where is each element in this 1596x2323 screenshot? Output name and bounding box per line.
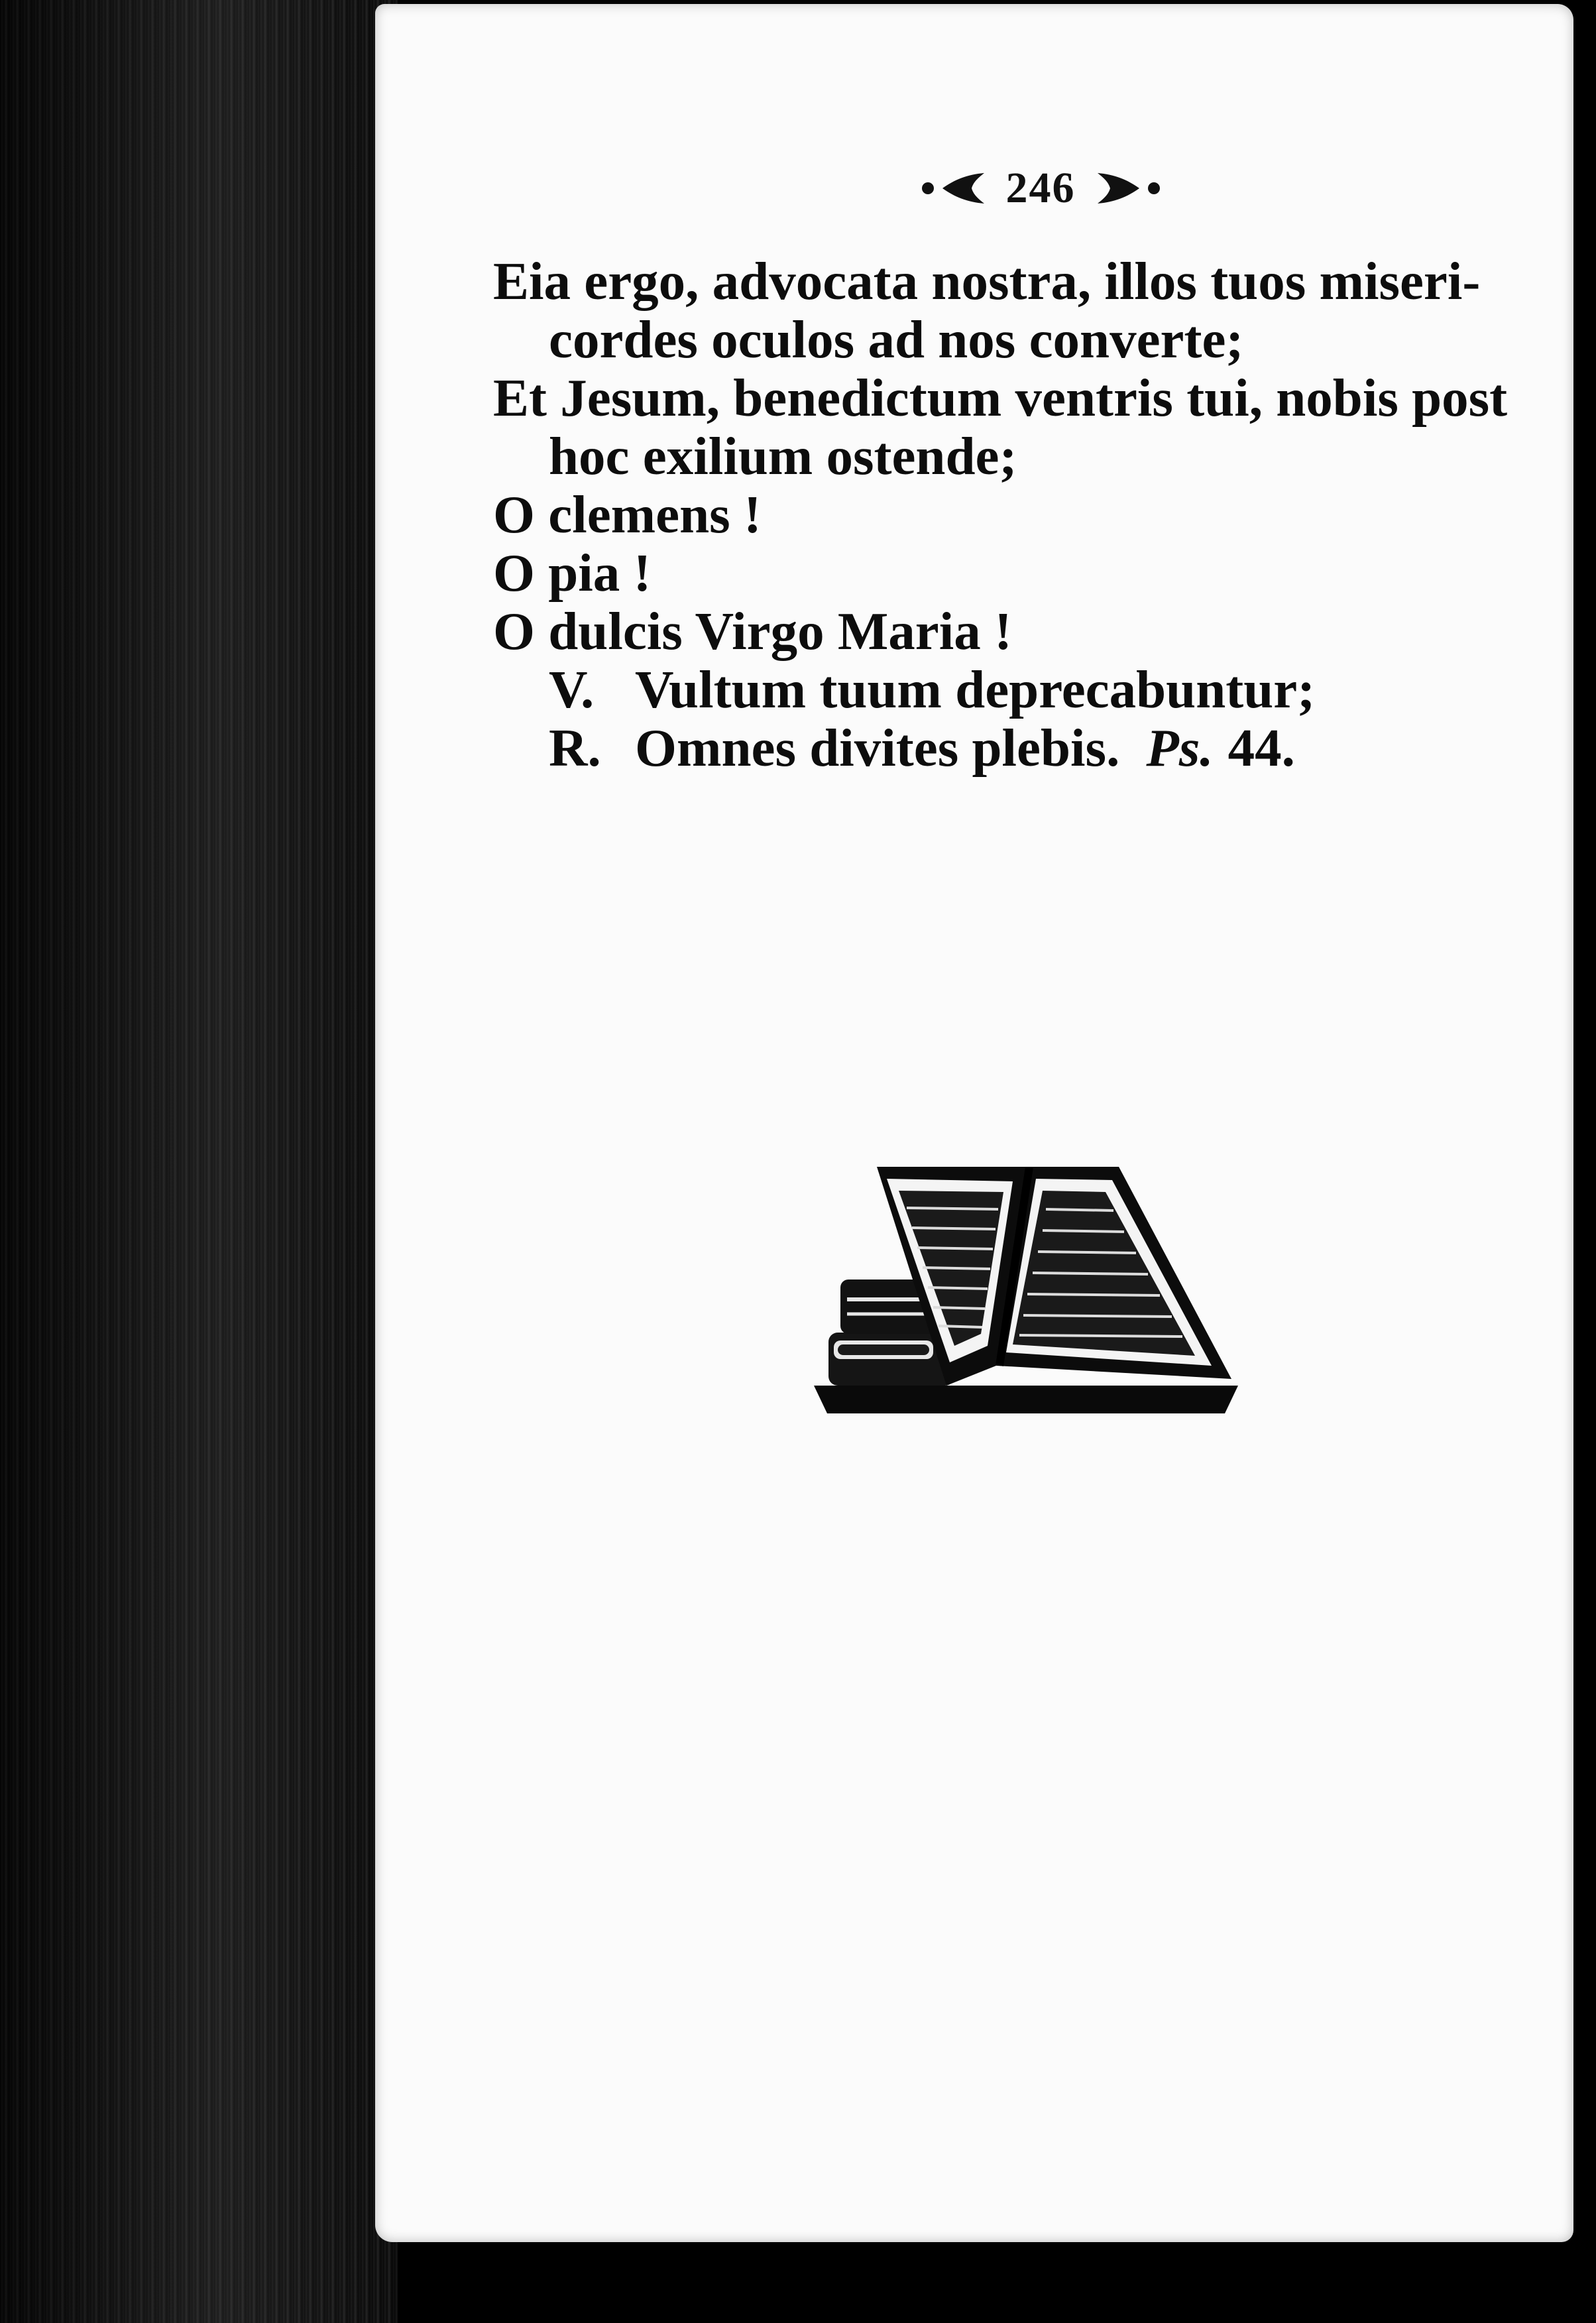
text-line: O clemens !	[493, 485, 762, 544]
open-book-woodcut-icon	[814, 1167, 1238, 1419]
psalm-number: 44.	[1227, 718, 1295, 778]
prayer-text	[493, 252, 1554, 777]
response-text: Omnes divites plebis.	[635, 718, 1120, 778]
text-line: Et Jesum, benedictum ventris tui, nobis post	[493, 368, 1508, 428]
versicle-mark: V.	[549, 660, 595, 719]
ornament-left-icon	[915, 168, 988, 209]
response-mark: R.	[549, 718, 601, 778]
text-line: Eia ergo, advocata nostra, illos tuos miseri-	[493, 251, 1481, 311]
page-header	[888, 158, 1193, 219]
psalm-reference: Ps.	[1146, 718, 1214, 778]
ornament-right-icon	[1094, 168, 1167, 209]
versicle-text: Vultum tuum deprecabuntur;	[635, 660, 1316, 719]
text-line: cordes oculos ad nos converte;	[549, 310, 1244, 369]
page-number: 246	[1005, 164, 1076, 212]
response-line	[493, 719, 1554, 777]
text-line: O pia !	[493, 543, 652, 603]
versicle-line	[493, 660, 1554, 719]
book-edge	[0, 0, 398, 2323]
text-line: hoc exilium ostende;	[549, 426, 1017, 486]
text-line: O dulcis Virgo Maria !	[493, 601, 1012, 661]
